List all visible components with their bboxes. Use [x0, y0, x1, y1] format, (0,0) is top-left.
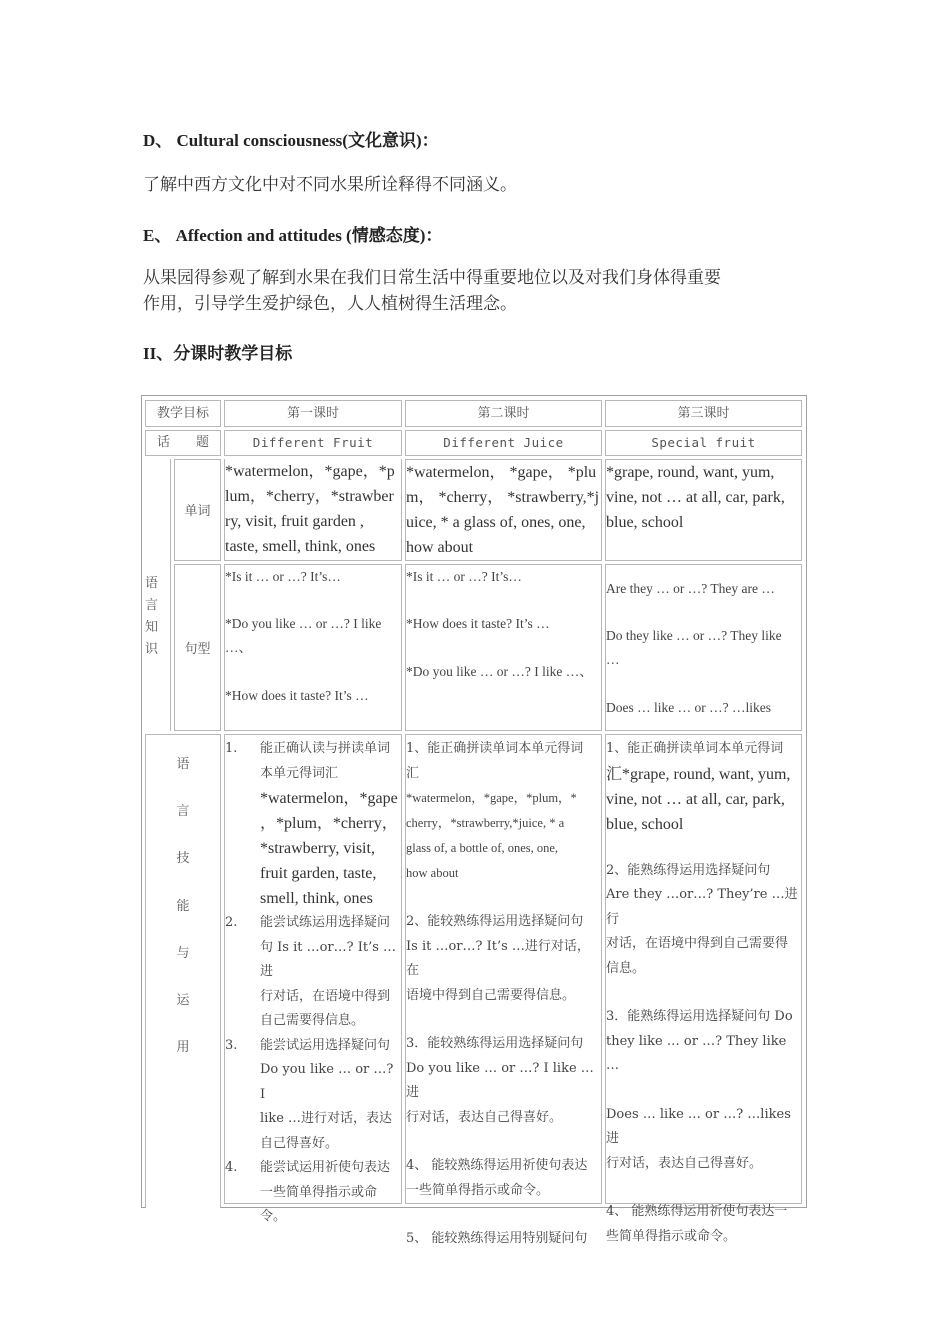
header-col2-cell [405, 400, 602, 427]
skills-col2-p3-line-2: Do you like … or …? I like …进 [406, 1060, 594, 1100]
skills-col2-p1-line-2: 汇 [406, 765, 420, 781]
topic-col1: Different Fruit [252, 435, 374, 450]
skills-col2-words-2: cherry，*strawberry,*juice, * a [406, 816, 565, 830]
words-label-cell [174, 459, 221, 561]
skills-col2-words-4: how about [406, 866, 459, 880]
header-col2: 第二课时 [477, 406, 530, 421]
topic-label-cell [145, 430, 221, 456]
skills-col3-p2-line-1: 2、能熟练得运用选择疑问句 [606, 862, 771, 878]
skills-col2-p5-line-1: 5、 能较熟练得运用特别疑问句 [406, 1231, 588, 1246]
words-col3-line-3: blue, school [606, 514, 684, 531]
skills-col3-p3-line-1: 3．能熟练得运用选择疑问句 Do [606, 1009, 793, 1024]
skills-col2-p1-line-1: 1、能正确拼读单词本单元得词 [406, 741, 584, 756]
skills-label-char-3: 技 [176, 851, 190, 867]
skills-label-char-1: 语 [176, 757, 190, 772]
skills-col1-item-4-line-2: 一些简单得指示或命 [260, 1184, 378, 1200]
words-col2-line-2: m， *cherry， *strawberry,*j [406, 489, 600, 506]
words-col2-line-3: uice, * a glass of, ones, one, [406, 514, 586, 531]
skills-col2-p3-line-3: 行对话，表达自己得喜好。 [406, 1109, 563, 1125]
section-e-body-line-1: 从果园得参观了解到水果在我们日常生活中得重要地位以及对我们身体得重要 [143, 268, 721, 288]
skills-label-cell [145, 734, 221, 1208]
header-col1: 第一课时 [286, 406, 339, 421]
skills-col3-p4-line-2: 些简单得指示或命令。 [606, 1228, 737, 1244]
skills-col1-cell [224, 734, 402, 1224]
skills-col3-p3b-line-1: Does … like … or …? …likes 进 [606, 1106, 791, 1146]
patterns-col2-line-1: *Is it … or …? It’s… [406, 569, 522, 584]
skills-col2-p4-line-1: 4、 能较熟练得运用祈使句表达 [406, 1158, 588, 1173]
knowledge-label-2: 知识 [145, 620, 159, 657]
patterns-col3-line-2: Do they like … or …? They like … [606, 628, 782, 667]
topic-col2: Different Juice [443, 435, 564, 450]
header-col3-cell [605, 400, 802, 427]
skills-col1-num-1: 1. [225, 741, 238, 756]
patterns-col1-cell [224, 564, 402, 731]
skills-col1-item-1-line-1: 能正确认读与拼读单词 [260, 741, 391, 756]
skills-col2-p2-line-1: 2、能较熟练得运用选择疑问句 [406, 914, 584, 929]
skills-col1-item-1 [225, 737, 401, 911]
skills-label-char-4: 能 [176, 898, 190, 914]
skills-col2-words-3: glass of, a bottle of, ones, one, [406, 841, 559, 855]
patterns-label: 句型 [184, 642, 211, 657]
skills-col3-p2-line-4: 信息。 [606, 960, 646, 976]
words-col2-line-1: *watermelon， *gape， *plu [406, 464, 597, 481]
skills-col1-item-2-line-4: 自己需要得信息。 [260, 1013, 365, 1028]
skills-col1-item-1-big-4: fruit garden, taste, [260, 865, 377, 882]
skills-col1-num-3: 3. [225, 1037, 238, 1053]
words-label: 单词 [184, 504, 211, 519]
skills-col1-item-2 [225, 911, 401, 1034]
skills-col1-item-1-big-3: *strawberry, visit, [260, 840, 375, 857]
skills-col1-item-4-line-3: 令。 [260, 1209, 287, 1224]
section-d-body: 了解中西方文化中对不同水果所诠释得不同涵义。 [143, 175, 517, 195]
words-col2-line-4: how about [406, 539, 474, 556]
skills-col2-cell [405, 734, 602, 1246]
knowledge-label-1: 语言 [145, 576, 159, 613]
header-col3: 第三课时 [677, 406, 730, 421]
skills-col3-p2-line-2: Are they …or…? They’re …进行 [606, 887, 798, 927]
header-label-cell [145, 400, 221, 427]
words-col2-cell [405, 459, 602, 561]
words-col3-cell [605, 459, 802, 561]
skills-col3-p3-line-2: they like … or …? They like … [606, 1033, 787, 1073]
words-col3-line-1: *grape, round, want, yum, [606, 464, 775, 481]
words-col1-cell [224, 459, 402, 561]
skills-col3-p2-line-3: 对话，在语境中得到自己需要得 [606, 936, 789, 951]
skills-col1-item-4-line-1: 能尝试运用祈使句表达 [260, 1160, 391, 1175]
skills-col1-item-1-big-5: smell, think, ones [260, 890, 373, 907]
skills-col1-item-3 [225, 1034, 401, 1157]
skills-col3-p1-big-2: vine, not … at all, car, park, [606, 790, 785, 808]
patterns-col1-line-2: *Do you like … or …? I like …、 [225, 616, 382, 655]
section-ii-heading: II、分课时教学目标 [143, 344, 293, 363]
skills-col3-p3b-line-2: 行对话，表达自己得喜好。 [606, 1155, 763, 1171]
skills-col1-item-1-big-2: ，*plum，*cherry， [260, 815, 398, 832]
skills-col2-p2-line-2: Is it …or…? It’s …进行对话，在 [406, 938, 590, 978]
patterns-col2-line-2: *How does it taste? It’s … [406, 616, 550, 631]
skills-col1-item-3-line-2: Do you like … or …? I [260, 1062, 394, 1102]
skills-col1-item-3-line-4: 自己得喜好。 [260, 1135, 339, 1151]
topic-col2-cell [405, 430, 602, 456]
patterns-col3-cell [605, 564, 802, 731]
skills-col3-p4-line-1: 4、 能熟练得运用祈使句表达一 [606, 1204, 788, 1219]
skills-label-char-7: 用 [176, 1040, 190, 1056]
skills-col1-item-4 [225, 1156, 401, 1230]
patterns-col3-line-1: Are they … or …? They are … [606, 581, 775, 596]
topic-label: 话 题 [156, 435, 209, 450]
skills-label-char-6: 运 [176, 993, 190, 1009]
skills-col1-item-3-line-1: 能尝试运用选择疑问句 [260, 1037, 391, 1053]
topic-col1-cell [224, 430, 402, 456]
skills-col3-p1-big-1: 汇*grape, round, want, yum, [606, 765, 791, 783]
words-col1-line-4: taste, smell, think, ones [225, 538, 376, 555]
section-e-heading: E、 Affection and attitudes (情感态度)： [143, 226, 443, 245]
skills-col1-num-2: 2. [225, 915, 238, 930]
header-label: 教学目标 [156, 406, 209, 421]
patterns-col2-cell [405, 564, 602, 731]
patterns-col1-line-3: *How does it taste? It’s … [225, 688, 369, 703]
skills-label-char-5: 与 [176, 945, 190, 961]
patterns-col3-line-3: Does … like … or …? …likes [606, 700, 771, 715]
section-d-heading: D、 Cultural consciousness(文化意识)： [143, 131, 439, 150]
skills-col3-p1-line-1: 1、能正确拼读单词本单元得词 [606, 741, 784, 756]
skills-col2-words-1: *watermelon，*gape，*plum，* [406, 791, 577, 805]
skills-col2-p4-line-2: 一些简单得指示或命令。 [406, 1182, 550, 1198]
skills-col2-p3-line-1: 3．能较熟练得运用选择疑问句 [406, 1036, 584, 1051]
skills-col3-cell [605, 734, 802, 1244]
skills-col2-p2-line-3: 语境中得到自己需要得信息。 [406, 987, 576, 1003]
topic-col3-cell [605, 430, 802, 456]
words-col1-line-3: ry, visit, fruit garden , [225, 513, 364, 530]
patterns-label-cell [174, 564, 221, 731]
skills-label-char-2: 言 [176, 804, 190, 820]
skills-col1-item-2-line-3: 行对话，在语境中得到 [260, 988, 391, 1004]
patterns-col1-line-1: *Is it … or …? It’s… [225, 569, 341, 584]
skills-col1-num-4: 4. [225, 1160, 238, 1175]
skills-col1-item-3-line-3: like …进行对话，表达 [260, 1111, 393, 1126]
words-col1-line-1: *watermelon，*gape，*p [225, 463, 395, 480]
header-col1-cell [224, 400, 402, 427]
skills-col1-item-2-line-1: 能尝试练运用选择疑问 [260, 915, 391, 930]
section-e-body-line-2: 作用，引导学生爱护绿色，人人植树得生活理念。 [143, 294, 517, 314]
skills-col1-item-1-big-1: *watermelon，*gape [260, 790, 398, 807]
skills-col1-item-2-line-2: 句 Is it …or…? It’s …进 [260, 939, 397, 979]
skills-col3-p1-big-3: blue, school [606, 815, 684, 833]
patterns-col2-line-3: *Do you like … or …? I like …、 [406, 664, 593, 679]
words-col3-line-2: vine, not … at all, car, park, [606, 489, 785, 506]
topic-col3: Special fruit [651, 435, 756, 450]
skills-col1-item-1-line-2: 本单元得词汇 [260, 765, 339, 781]
knowledge-group-cell [145, 459, 171, 731]
words-col1-line-2: lum，*cherry，*strawber [225, 488, 394, 505]
